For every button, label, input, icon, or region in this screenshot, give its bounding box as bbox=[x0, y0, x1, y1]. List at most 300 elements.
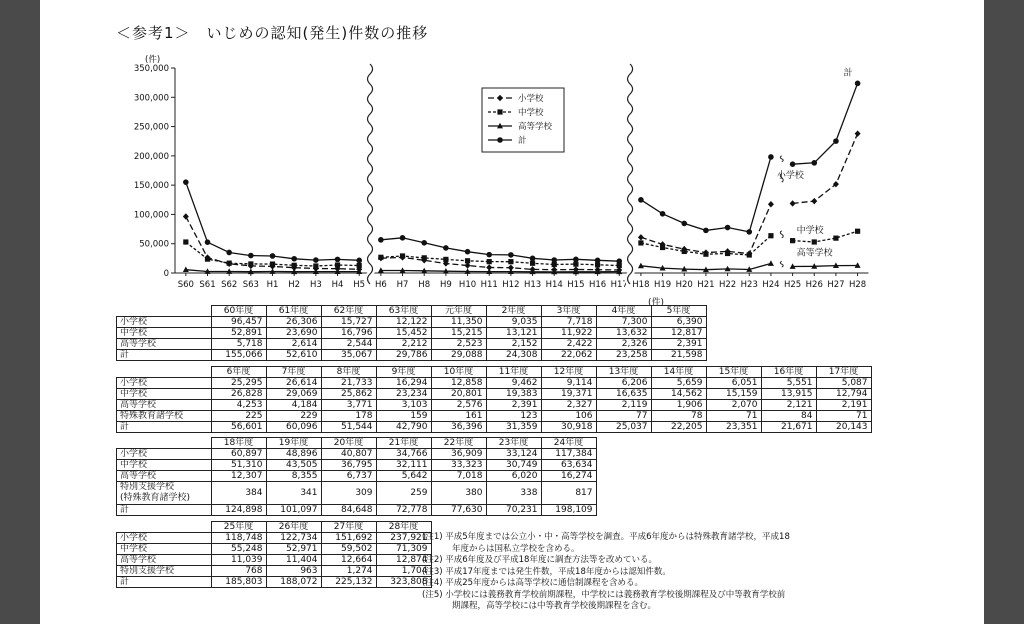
header-blank bbox=[117, 438, 212, 449]
column-header: 62年度 bbox=[321, 306, 376, 317]
table-row bbox=[117, 317, 707, 328]
series-junior-high-point bbox=[465, 258, 470, 263]
series-total-point bbox=[725, 225, 731, 231]
table-cell: 225 bbox=[211, 411, 266, 422]
row-label-text: 小学校 bbox=[120, 317, 148, 327]
table-cell: 9,462 bbox=[486, 378, 541, 389]
column-header: 6年度 bbox=[211, 367, 266, 378]
table-cell: 2,544 bbox=[321, 339, 376, 350]
table-cell: 12,817 bbox=[651, 328, 706, 339]
table-cell: 384 bbox=[211, 482, 266, 505]
series-elementary-point bbox=[638, 234, 644, 240]
series-junior-high-point bbox=[725, 251, 730, 256]
row-label-text-sub: (特殊教育諸学校) bbox=[120, 493, 191, 503]
table-h6-h17 bbox=[116, 366, 872, 433]
column-header: 2年度 bbox=[486, 306, 541, 317]
y-tick-label: 300,000 bbox=[133, 93, 169, 104]
series-total-point bbox=[443, 245, 449, 251]
note-1-cont: 年度からは国私立学校を含める。 bbox=[452, 543, 580, 554]
column-header: 12年度 bbox=[541, 367, 596, 378]
table-cell: 14,562 bbox=[651, 389, 706, 400]
table-cell: 31,359 bbox=[486, 422, 541, 433]
table-cell: 380 bbox=[431, 482, 486, 505]
column-header: 15年度 bbox=[706, 367, 761, 378]
series-junior-high-line bbox=[381, 256, 619, 266]
table-cell: 4,253 bbox=[211, 400, 266, 411]
table-cell: 185,803 bbox=[211, 577, 266, 588]
table-row bbox=[117, 544, 432, 555]
row-label bbox=[117, 449, 212, 460]
table-cell: 26,828 bbox=[211, 389, 266, 400]
line-chart bbox=[40, 0, 984, 300]
table-cell: 123 bbox=[486, 411, 541, 422]
table-cell: 2,326 bbox=[596, 339, 651, 350]
x-tick-label: H23 bbox=[740, 280, 758, 290]
table-cell: 36,909 bbox=[431, 449, 486, 460]
row-label bbox=[117, 422, 212, 433]
row-label-text: 中学校 bbox=[120, 544, 148, 554]
column-header: 16年度 bbox=[761, 367, 816, 378]
table-cell: 5,642 bbox=[376, 471, 431, 482]
column-header: 19年度 bbox=[266, 438, 321, 449]
table-cell: 16,796 bbox=[321, 328, 376, 339]
column-header: 21年度 bbox=[376, 438, 431, 449]
x-tick-label: H14 bbox=[545, 280, 563, 290]
series-junior-high-point bbox=[378, 255, 383, 260]
table-cell: 25,037 bbox=[596, 422, 651, 433]
series-total-point bbox=[638, 197, 644, 203]
column-header: 20年度 bbox=[321, 438, 376, 449]
row-label-text: 中学校 bbox=[120, 460, 148, 470]
table-cell: 16,635 bbox=[596, 389, 651, 400]
table-cell: 12,874 bbox=[376, 555, 431, 566]
table-cell: 63,634 bbox=[541, 460, 596, 471]
table-cell: 15,159 bbox=[706, 389, 761, 400]
break-marker-h24-h25 bbox=[780, 156, 783, 162]
table-cell: 198,109 bbox=[541, 505, 596, 516]
table-cell: 22,062 bbox=[541, 350, 596, 361]
table-cell: 60,897 bbox=[211, 449, 266, 460]
series-total-point bbox=[508, 252, 514, 258]
column-header: 14年度 bbox=[651, 367, 706, 378]
column-header: 7年度 bbox=[266, 367, 321, 378]
series-total-point bbox=[703, 228, 709, 234]
table-cell: 11,404 bbox=[266, 555, 321, 566]
series-total-point bbox=[855, 81, 861, 87]
series-junior-high-point bbox=[313, 263, 318, 268]
series-total-point bbox=[356, 258, 362, 264]
table-cell: 23,234 bbox=[376, 389, 431, 400]
table-row bbox=[117, 555, 432, 566]
series-junior-high-point bbox=[400, 253, 405, 258]
table-cell: 16,294 bbox=[376, 378, 431, 389]
table-cell: 1,274 bbox=[321, 566, 376, 577]
table-cell: 30,749 bbox=[486, 460, 541, 471]
series-junior-high-point bbox=[812, 239, 817, 244]
series-total-point bbox=[248, 253, 254, 259]
series-elementary-point bbox=[768, 201, 774, 207]
table-cell: 6,206 bbox=[596, 378, 651, 389]
table-cell: 52,610 bbox=[266, 350, 321, 361]
table-cell: 9,035 bbox=[486, 317, 541, 328]
note-3: (注3) 平成17年度までは発生件数，平成18年度からは認知件数。 bbox=[422, 566, 671, 577]
table-cell: 4,184 bbox=[266, 400, 321, 411]
row-label-text: 高等学校 bbox=[120, 555, 157, 565]
table-s60-h5 bbox=[116, 305, 707, 361]
table-cell: 29,088 bbox=[431, 350, 486, 361]
y-tick-label: 150,000 bbox=[133, 181, 169, 192]
row-label bbox=[117, 389, 212, 400]
column-header: 27年度 bbox=[321, 522, 376, 533]
table-cell: 21,733 bbox=[321, 378, 376, 389]
table-cell: 178 bbox=[321, 411, 376, 422]
column-header: 18年度 bbox=[211, 438, 266, 449]
table-cell: 15,727 bbox=[321, 317, 376, 328]
table-cell: 70,231 bbox=[486, 505, 541, 516]
series-total-point bbox=[421, 240, 427, 246]
table-cell: 6,737 bbox=[321, 471, 376, 482]
row-label bbox=[117, 482, 212, 505]
legend-marker bbox=[497, 137, 503, 143]
row-label-text: 特別支援学校 bbox=[120, 566, 175, 576]
row-label-text: 高等学校 bbox=[120, 400, 157, 410]
table-cell: 11,039 bbox=[211, 555, 266, 566]
x-tick-label: H7 bbox=[396, 280, 409, 290]
table-cell: 71,309 bbox=[376, 544, 431, 555]
table-row bbox=[117, 328, 707, 339]
series-junior-high-point bbox=[292, 263, 297, 268]
legend-label: 中学校 bbox=[518, 108, 544, 118]
series-junior-high-point bbox=[833, 236, 838, 241]
table-cell: 33,323 bbox=[431, 460, 486, 471]
series-total-point bbox=[335, 257, 341, 263]
table-row bbox=[117, 411, 872, 422]
table-cell: 29,786 bbox=[376, 350, 431, 361]
table-cell: 309 bbox=[321, 482, 376, 505]
table-cell: 7,018 bbox=[431, 471, 486, 482]
table-cell: 11,922 bbox=[541, 328, 596, 339]
row-label-text: 特別支援学校 bbox=[120, 482, 175, 492]
series-elementary-point bbox=[790, 200, 796, 206]
x-tick-label: H24 bbox=[762, 280, 780, 290]
series-total-point bbox=[768, 154, 774, 160]
table-cell: 151,692 bbox=[321, 533, 376, 544]
y-tick-label: 0 bbox=[163, 269, 169, 279]
row-label-text: 計 bbox=[120, 577, 130, 587]
column-header: 元年度 bbox=[431, 306, 486, 317]
series-elementary-point bbox=[183, 213, 189, 219]
table-cell: 51,310 bbox=[211, 460, 266, 471]
row-label bbox=[117, 577, 212, 588]
series-junior-high-point bbox=[205, 257, 210, 262]
table-cell: 5,087 bbox=[816, 378, 871, 389]
column-header: 11年度 bbox=[486, 367, 541, 378]
table-cell: 15,452 bbox=[376, 328, 431, 339]
table-cell: 101,097 bbox=[266, 505, 321, 516]
table-cell: 48,896 bbox=[266, 449, 321, 460]
table-row bbox=[117, 400, 872, 411]
row-label bbox=[117, 339, 212, 350]
table-cell: 5,551 bbox=[761, 378, 816, 389]
series-junior-high-point bbox=[573, 262, 578, 267]
series-junior-high-point bbox=[248, 261, 253, 266]
table-cell: 3,771 bbox=[321, 400, 376, 411]
table-cell: 25,862 bbox=[321, 389, 376, 400]
table-cell: 2,191 bbox=[816, 400, 871, 411]
x-tick-label: H11 bbox=[480, 280, 498, 290]
series-elementary-point bbox=[811, 198, 817, 204]
table-cell: 259 bbox=[376, 482, 431, 505]
table-cell: 6,390 bbox=[651, 317, 706, 328]
row-label bbox=[117, 566, 212, 577]
table-cell: 2,121 bbox=[761, 400, 816, 411]
table-cell: 32,111 bbox=[376, 460, 431, 471]
series-elementary-point bbox=[855, 130, 861, 136]
table-cell: 51,544 bbox=[321, 422, 376, 433]
series-total-point bbox=[183, 179, 189, 185]
table-cell: 768 bbox=[211, 566, 266, 577]
x-tick-label: H25 bbox=[783, 280, 802, 290]
table-cell: 2,391 bbox=[651, 339, 706, 350]
header-blank bbox=[117, 306, 212, 317]
table-cell: 117,384 bbox=[541, 449, 596, 460]
table-cell: 7,300 bbox=[596, 317, 651, 328]
table-cell: 7,718 bbox=[541, 317, 596, 328]
table-cell: 71 bbox=[816, 411, 871, 422]
series-total-point bbox=[833, 138, 839, 144]
table-cell: 78 bbox=[651, 411, 706, 422]
table-cell: 13,632 bbox=[596, 328, 651, 339]
table-cell: 155,066 bbox=[211, 350, 266, 361]
table-row bbox=[117, 389, 872, 400]
table-cell: 13,915 bbox=[761, 389, 816, 400]
x-tick-label: H4 bbox=[331, 280, 344, 290]
series-total-point bbox=[681, 221, 687, 227]
series-junior-high-point bbox=[638, 240, 643, 245]
column-header: 10年度 bbox=[431, 367, 486, 378]
table-cell: 77 bbox=[596, 411, 651, 422]
series-total-line bbox=[793, 83, 858, 164]
series-total-line bbox=[641, 157, 771, 232]
table-cell: 96,457 bbox=[211, 317, 266, 328]
table-cell: 13,121 bbox=[486, 328, 541, 339]
table-cell: 42,790 bbox=[376, 422, 431, 433]
x-tick-label: S61 bbox=[199, 280, 216, 290]
table-cell: 33,124 bbox=[486, 449, 541, 460]
table-cell: 19,371 bbox=[541, 389, 596, 400]
table-cell: 159 bbox=[376, 411, 431, 422]
row-label bbox=[117, 555, 212, 566]
legend-label: 小学校 bbox=[518, 94, 544, 104]
x-tick-label: H3 bbox=[309, 280, 322, 290]
table-cell: 15,215 bbox=[431, 328, 486, 339]
series-total-point bbox=[573, 257, 579, 263]
series-high-school-line bbox=[793, 266, 858, 267]
table-cell: 6,020 bbox=[486, 471, 541, 482]
x-tick-label: S63 bbox=[242, 280, 259, 290]
column-header: 24年度 bbox=[541, 438, 596, 449]
header-blank bbox=[117, 522, 212, 533]
y-axis-unit-label: (件) bbox=[145, 55, 161, 65]
series-total-point bbox=[616, 258, 622, 264]
column-header: 60年度 bbox=[211, 306, 266, 317]
row-label bbox=[117, 544, 212, 555]
table-cell: 24,308 bbox=[486, 350, 541, 361]
series-junior-high-point bbox=[357, 263, 362, 268]
series-total-point bbox=[660, 211, 666, 217]
series-junior-high-point bbox=[227, 261, 232, 266]
row-label bbox=[117, 460, 212, 471]
table-cell: 71 bbox=[706, 411, 761, 422]
table-cell: 8,355 bbox=[266, 471, 321, 482]
x-tick-label: H20 bbox=[675, 280, 693, 290]
table-cell: 229 bbox=[266, 411, 321, 422]
table-cell: 21,671 bbox=[761, 422, 816, 433]
table-cell: 12,664 bbox=[321, 555, 376, 566]
series-annotation: 中学校 bbox=[796, 226, 824, 237]
table-cell: 2,119 bbox=[596, 400, 651, 411]
x-tick-label: S60 bbox=[177, 280, 194, 290]
series-total-point bbox=[465, 249, 471, 255]
table-row bbox=[117, 482, 597, 505]
table-h25-h28 bbox=[116, 521, 432, 588]
table-cell: 22,205 bbox=[651, 422, 706, 433]
row-label-text: 小学校 bbox=[120, 533, 148, 543]
x-tick-label: H17 bbox=[610, 280, 628, 290]
series-total-point bbox=[291, 256, 297, 262]
row-label-text: 小学校 bbox=[120, 378, 148, 388]
break-marker-h24-h25 bbox=[780, 231, 783, 238]
series-junior-high-point bbox=[530, 261, 535, 266]
table-cell: 52,891 bbox=[211, 328, 266, 339]
row-label bbox=[117, 378, 212, 389]
series-junior-high-point bbox=[682, 249, 687, 254]
row-label-text: 特殊教育諸学校 bbox=[120, 411, 184, 421]
table-cell: 817 bbox=[541, 482, 596, 505]
table-cell: 23,690 bbox=[266, 328, 321, 339]
row-label-text: 高等学校 bbox=[120, 471, 157, 481]
x-tick-label: H10 bbox=[458, 280, 477, 290]
x-tick-label: H1 bbox=[266, 280, 279, 290]
table-cell: 2,070 bbox=[706, 400, 761, 411]
series-junior-high-point bbox=[855, 229, 860, 234]
table-cell: 161 bbox=[431, 411, 486, 422]
table-cell: 2,327 bbox=[541, 400, 596, 411]
table-cell: 36,795 bbox=[321, 460, 376, 471]
table-cell: 35,067 bbox=[321, 350, 376, 361]
table-row bbox=[117, 533, 432, 544]
row-label-text: 高等学校 bbox=[120, 339, 157, 349]
column-header: 61年度 bbox=[266, 306, 321, 317]
series-annotation: 計 bbox=[843, 68, 853, 79]
table-cell: 56,601 bbox=[211, 422, 266, 433]
table-cell: 237,921 bbox=[376, 533, 431, 544]
table-row bbox=[117, 577, 432, 588]
column-header: 4年度 bbox=[596, 306, 651, 317]
row-label bbox=[117, 400, 212, 411]
x-tick-label: H27 bbox=[827, 280, 845, 290]
x-tick-label: H21 bbox=[697, 280, 715, 290]
series-junior-high-point bbox=[443, 257, 448, 262]
table-row bbox=[117, 460, 597, 471]
notes bbox=[422, 532, 790, 613]
column-header: 5年度 bbox=[651, 306, 706, 317]
x-tick-label: H26 bbox=[805, 280, 823, 290]
table-cell: 29,069 bbox=[266, 389, 321, 400]
table-cell: 2,212 bbox=[376, 339, 431, 350]
table-cell: 52,971 bbox=[266, 544, 321, 555]
document-title: ＜参考1＞ いじめの認知(発生)件数の推移 bbox=[116, 24, 429, 42]
column-header: 26年度 bbox=[266, 522, 321, 533]
series-junior-high-point bbox=[747, 252, 752, 257]
table-cell: 26,306 bbox=[266, 317, 321, 328]
column-header: 63年度 bbox=[376, 306, 431, 317]
series-junior-high-point bbox=[660, 245, 665, 250]
series-total-point bbox=[313, 257, 319, 263]
column-header: 3年度 bbox=[541, 306, 596, 317]
table-cell: 188,072 bbox=[266, 577, 321, 588]
series-total-point bbox=[595, 258, 601, 264]
table-cell: 21,598 bbox=[651, 350, 706, 361]
table-row bbox=[117, 505, 597, 516]
table-row bbox=[117, 339, 707, 350]
unit-label: (件) bbox=[648, 298, 665, 308]
series-annotation: 高等学校 bbox=[796, 248, 833, 259]
table-cell: 225,132 bbox=[321, 577, 376, 588]
row-label-text: 中学校 bbox=[120, 328, 148, 338]
series-total-point bbox=[400, 235, 406, 241]
table-cell: 84 bbox=[761, 411, 816, 422]
series-total-line bbox=[186, 182, 359, 260]
series-junior-high-point bbox=[790, 238, 795, 243]
series-junior-high-point bbox=[703, 252, 708, 257]
x-tick-label: H5 bbox=[353, 280, 366, 290]
x-tick-label: H18 bbox=[632, 280, 650, 290]
table-cell: 6,051 bbox=[706, 378, 761, 389]
row-label-text: 計 bbox=[120, 422, 130, 432]
x-tick-label: H6 bbox=[374, 280, 387, 290]
table-cell: 26,614 bbox=[266, 378, 321, 389]
table-cell: 1,704 bbox=[376, 566, 431, 577]
x-tick-label: H28 bbox=[848, 280, 867, 290]
column-header: 28年度 bbox=[376, 522, 431, 533]
x-tick-label: H15 bbox=[567, 280, 585, 290]
table-row bbox=[117, 350, 707, 361]
x-tick-label: H9 bbox=[439, 280, 452, 290]
series-total-point bbox=[790, 161, 796, 167]
y-tick-label: 350,000 bbox=[133, 64, 169, 74]
table-cell: 16,274 bbox=[541, 471, 596, 482]
table-cell: 9,114 bbox=[541, 378, 596, 389]
table-cell: 2,576 bbox=[431, 400, 486, 411]
series-elementary-line bbox=[186, 217, 359, 270]
table-cell: 122,734 bbox=[266, 533, 321, 544]
row-label bbox=[117, 471, 212, 482]
table-cell: 341 bbox=[266, 482, 321, 505]
series-junior-high-point bbox=[270, 261, 275, 266]
column-header: 17年度 bbox=[816, 367, 871, 378]
table-cell: 43,505 bbox=[266, 460, 321, 471]
legend-marker bbox=[497, 109, 502, 114]
table-cell: 72,778 bbox=[376, 505, 431, 516]
row-label bbox=[117, 317, 212, 328]
series-total-point bbox=[551, 257, 557, 263]
table-cell: 12,794 bbox=[816, 389, 871, 400]
series-junior-high-point bbox=[422, 255, 427, 260]
table-cell: 118,748 bbox=[211, 533, 266, 544]
note-4: (注4) 平成25年度からは高等学校に通信制課程を含める。 bbox=[422, 578, 644, 588]
x-tick-label: H2 bbox=[288, 280, 301, 290]
